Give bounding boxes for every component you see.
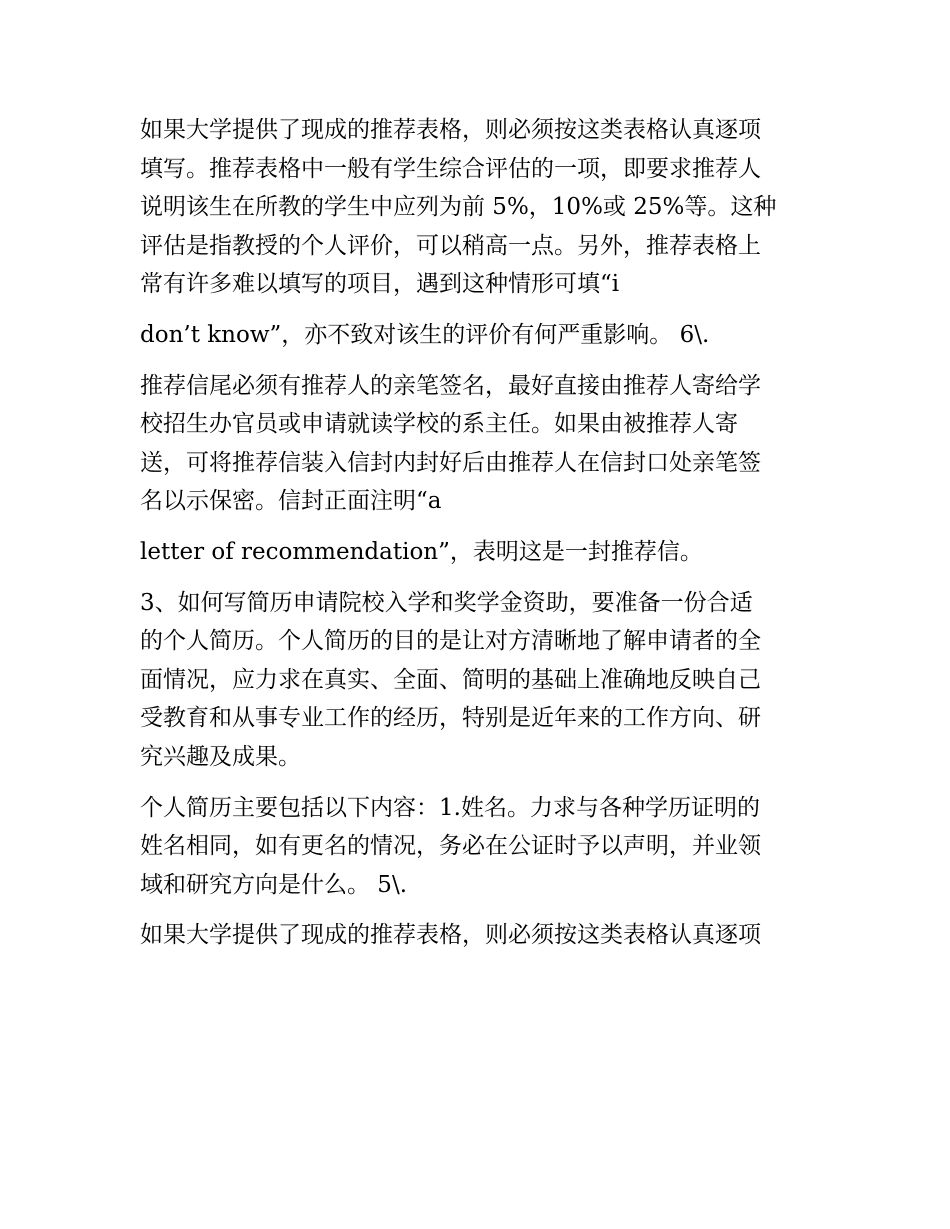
text-line: 如果大学提供了现成的推荐表格，则必须按这类表格认真逐项 [140, 922, 761, 949]
text-line: 受教育和从事专业工作的经历，特别是近年来的工作方向、研 [140, 705, 761, 732]
text-line: 送，可将推荐信装入信封内封好后由推荐人在信封口处亲笔签 [140, 449, 761, 476]
text-line: don’t know”，亦不致对该生的评价有何严重影响。 6\. [140, 321, 710, 348]
text-line: 常有许多难以填写的项目，遇到这种情形可填“i [140, 271, 620, 298]
text-line: 推荐信尾必须有推荐人的亲笔签名，最好直接由推荐人寄给学 [140, 372, 761, 399]
text-line: 究兴趣及成果。 [140, 743, 301, 770]
text-line: letter of recommendation”，表明这是一封推荐信。 [140, 538, 703, 565]
text-line: 面情况，应力求在真实、全面、简明的基础上准确地反映自己 [140, 666, 761, 693]
text-line: 校招生办官员或申请就读学校的系主任。如果由被推荐人寄 [140, 411, 738, 438]
text-line: 域和研究方向是什么。 5\. [140, 871, 408, 898]
document-body [140, 111, 820, 955]
text-line: 3、如何写简历申请院校入学和奖学金资助，要准备一份合适 [140, 589, 753, 616]
text-line: 的个人简历。个人简历的目的是让对方清晰地了解申请者的全 [140, 628, 761, 655]
text-line: 个人简历主要包括以下内容：1.姓名。力求与各种学历证明的 [140, 794, 760, 821]
text-line: 如果大学提供了现成的推荐表格，则必须按这类表格认真逐项 [140, 117, 761, 143]
text-line: 填写。推荐表格中一般有学生综合评估的一项，即要求推荐人 [140, 155, 761, 182]
text-line: 名以示保密。信封正面注明“a [140, 488, 442, 515]
text-line: 姓名相同，如有更名的情况，务必在公证时予以声明，并业领 [140, 833, 761, 860]
text-line: 说明该生在所教的学生中应列为前 5%，10%或 25%等。这种 [140, 194, 777, 221]
text-line: 评估是指教授的个人评价，可以稍高一点。另外，推荐表格上 [140, 232, 761, 259]
